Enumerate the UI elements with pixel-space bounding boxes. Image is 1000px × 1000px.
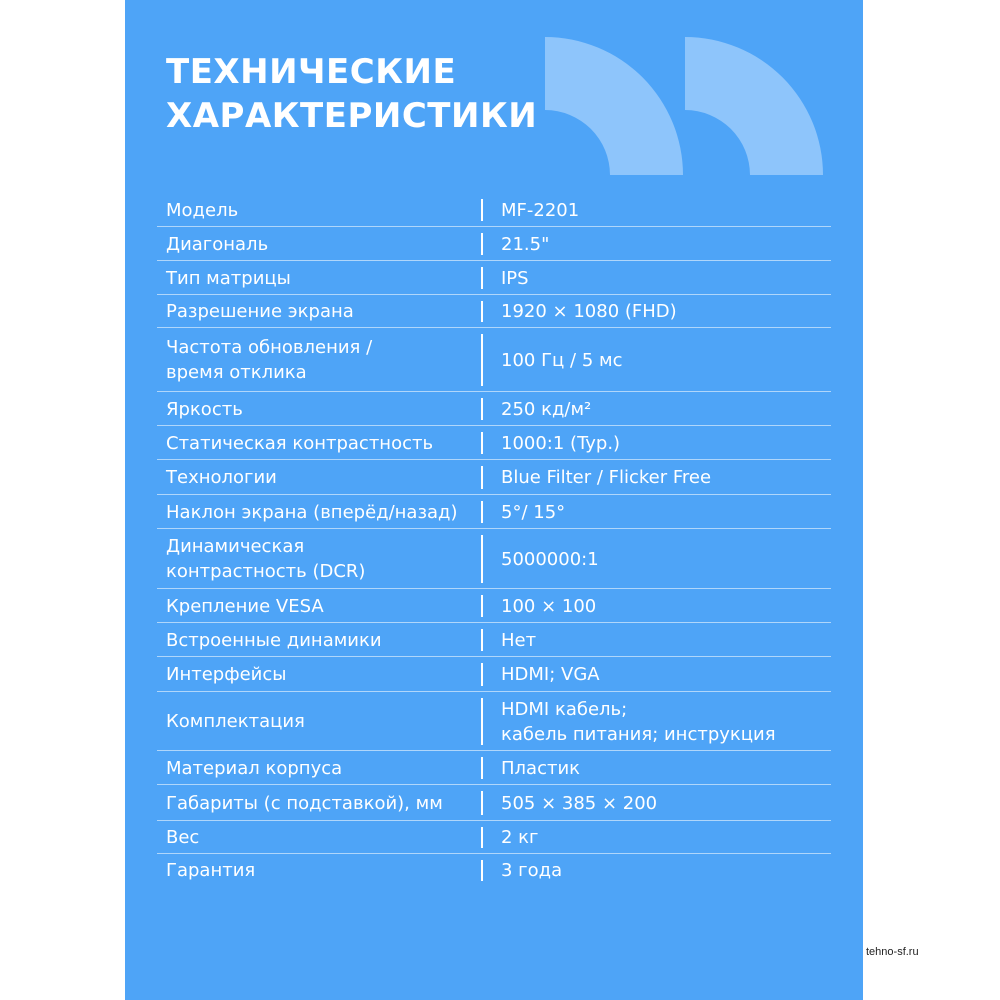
- spec-value: 5000000:1: [501, 548, 599, 570]
- spec-label: Диагональ: [166, 233, 269, 255]
- spec-row: [125, 460, 863, 495]
- spec-row: [125, 692, 863, 751]
- title-line-2: ХАРАКТЕРИСТИКИ: [166, 96, 538, 136]
- spec-label: Разрешение экрана: [166, 301, 354, 322]
- spec-value: 3 года: [501, 860, 563, 881]
- spec-row: [125, 261, 863, 295]
- spec-value: 100 Гц / 5 мс: [501, 349, 623, 371]
- spec-value: HDMI кабель; кабель питания; инструкция: [501, 698, 776, 745]
- spec-row: [125, 495, 863, 529]
- spec-label: Яркость: [166, 398, 243, 420]
- spec-label: Динамическая контрастность (DCR): [166, 536, 366, 582]
- spec-value: 1920 × 1080 (FHD): [501, 301, 677, 322]
- spec-value: IPS: [501, 267, 529, 289]
- spec-label: Технологии: [166, 467, 277, 488]
- watermark: tehno-sf.ru: [866, 946, 919, 958]
- spec-label: Частота обновления / время отклика: [166, 337, 373, 383]
- spec-row: [125, 751, 863, 785]
- spec-label: Крепление VESA: [166, 595, 324, 617]
- spec-row: [125, 785, 863, 821]
- spec-label: Комплектация: [166, 711, 305, 732]
- spec-row: [125, 854, 863, 887]
- spec-value: Blue Filter / Flicker Free: [501, 467, 712, 488]
- spec-value: Нет: [501, 629, 537, 651]
- spec-row: [125, 589, 863, 623]
- spec-row: [125, 657, 863, 692]
- spec-label: Вес: [166, 827, 200, 848]
- spec-value: HDMI; VGA: [501, 664, 600, 685]
- spec-table: [125, 193, 863, 887]
- spec-row: [125, 328, 863, 392]
- spec-value: 100 × 100: [501, 595, 597, 617]
- spec-row: [125, 529, 863, 589]
- spec-label: Встроенные динамики: [166, 629, 382, 651]
- spec-card: [125, 0, 863, 1000]
- spec-value: 21.5": [501, 233, 550, 255]
- spec-value: 1000:1 (Typ.): [501, 432, 621, 454]
- title-line-1: ТЕХНИЧЕСКИЕ: [166, 52, 457, 92]
- page-title: [166, 50, 537, 138]
- spec-row: [125, 623, 863, 657]
- spec-row: [125, 392, 863, 426]
- spec-label: Гарантия: [166, 860, 256, 881]
- spec-row: [125, 227, 863, 261]
- spec-row: [125, 426, 863, 460]
- spec-row: [125, 193, 863, 227]
- quote-marks-icon: [545, 37, 825, 177]
- spec-row: [125, 821, 863, 854]
- spec-value: Пластик: [501, 757, 581, 779]
- spec-value: 5°/ 15°: [501, 501, 566, 523]
- spec-label: Статическая контрастность: [166, 432, 434, 454]
- spec-value: MF-2201: [501, 199, 580, 221]
- spec-row: [125, 295, 863, 328]
- spec-value: 250 кд/м²: [501, 398, 592, 420]
- spec-label: Тип матрицы: [166, 267, 291, 289]
- spec-value: 2 кг: [501, 827, 539, 848]
- spec-label: Материал корпуса: [166, 757, 343, 779]
- spec-label: Наклон экрана (вперёд/назад): [166, 501, 458, 523]
- spec-label: Модель: [166, 199, 239, 221]
- spec-label: Габариты (с подставкой), мм: [166, 792, 443, 814]
- spec-value: 505 × 385 × 200: [501, 792, 658, 814]
- spec-label: Интерфейсы: [166, 664, 287, 685]
